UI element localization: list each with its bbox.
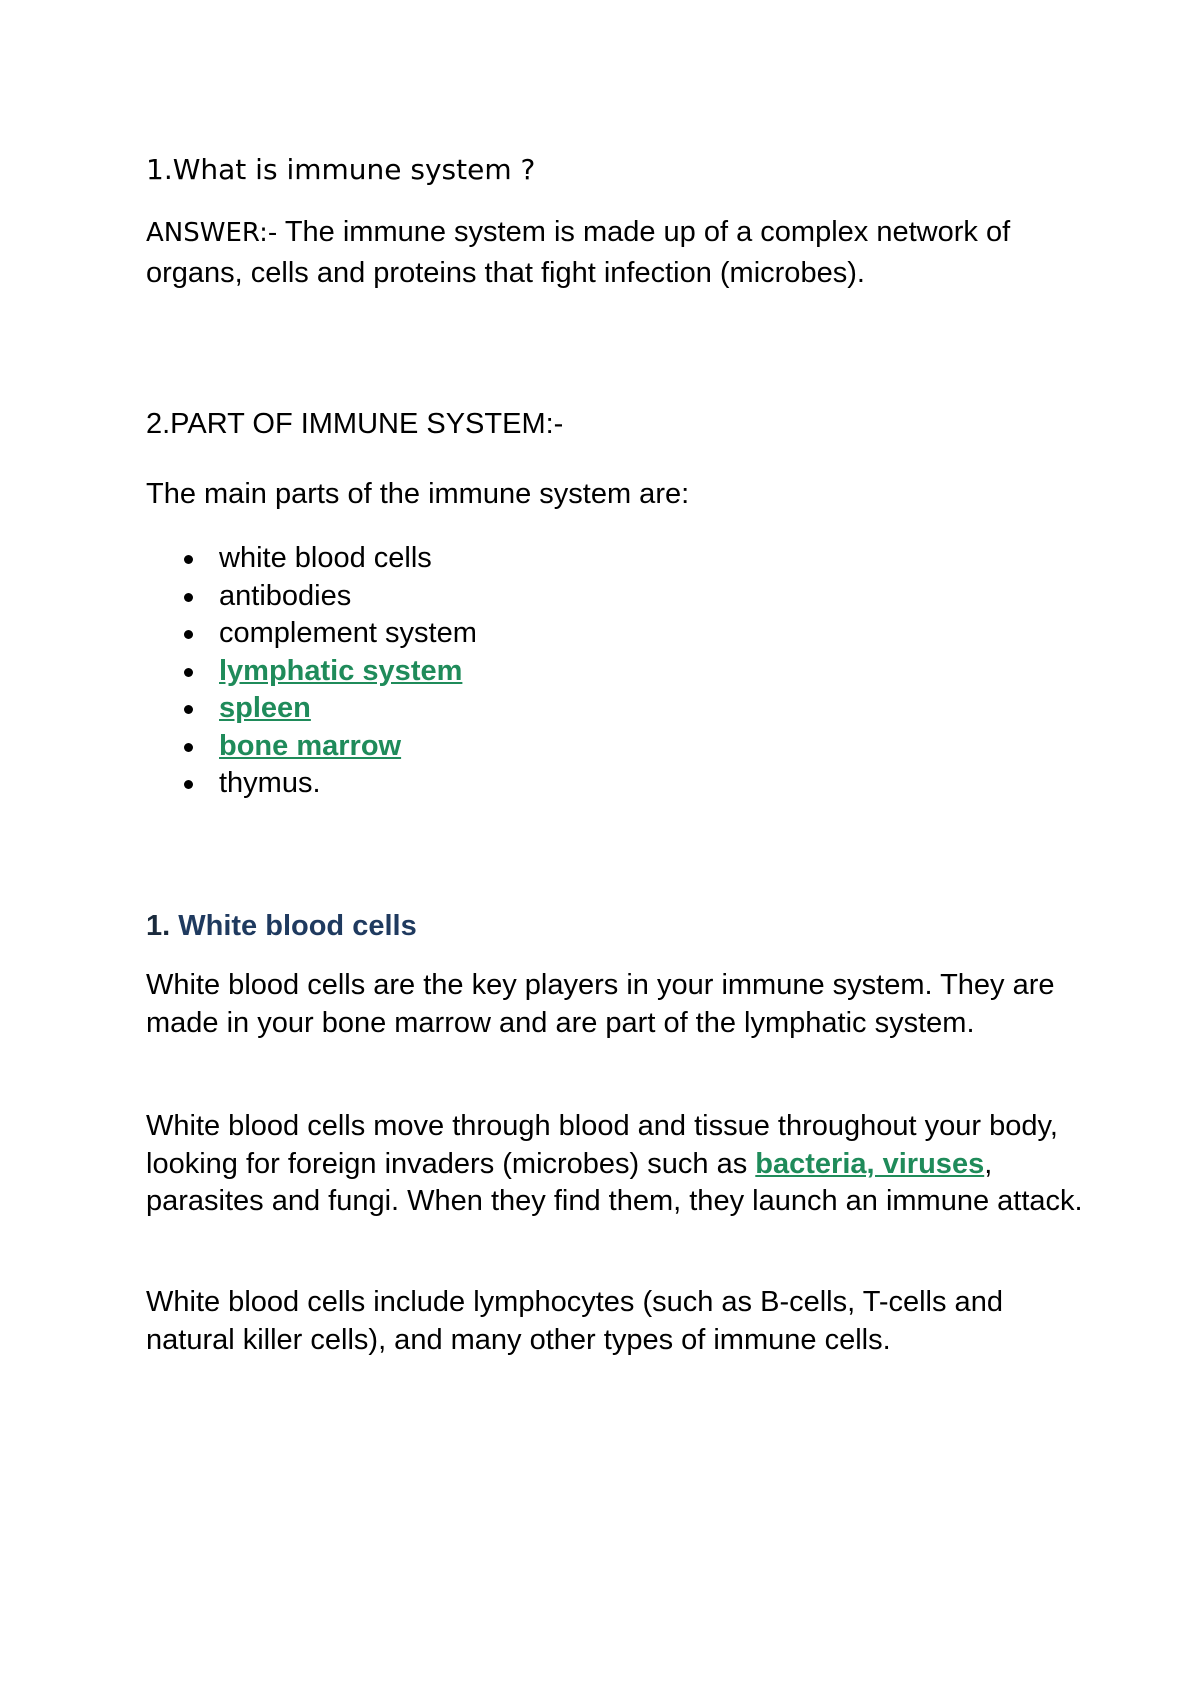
- bullet-icon: [184, 705, 193, 714]
- list-item-text: complement system: [219, 617, 477, 649]
- paragraph-wbc-intro: White blood cells are the key players in your immune system. They are made in your bone marrow and are part of the lymphatic system.: [146, 969, 1055, 1039]
- list-item: [146, 690, 477, 728]
- paragraph-text: White blood cells move through blood and tissue throughout your body, looking for foreign invaders (microbes) such as: [146, 1110, 1058, 1180]
- bullet-icon: [184, 593, 193, 602]
- list-item: [146, 765, 477, 803]
- white-blood-cells-heading: [146, 906, 417, 946]
- bullet-icon: [184, 668, 193, 677]
- lymphatic-system-link[interactable]: lymphatic system: [219, 654, 463, 687]
- answer-label: ANSWER:-: [146, 218, 278, 248]
- bacteria-viruses-link[interactable]: bacteria, viruses: [755, 1147, 985, 1180]
- bullet-icon: [184, 555, 193, 564]
- bullet-icon: [184, 630, 193, 639]
- list-item-text: white blood cells: [219, 542, 432, 574]
- immune-parts-list: [146, 540, 477, 803]
- list-item: [146, 653, 477, 691]
- heading-number: 1.: [146, 910, 171, 942]
- answer-text: The immune system is made up of a complex network of organs, cells and proteins that fight infection (microbes).: [146, 216, 1011, 289]
- bullet-icon: [184, 780, 193, 789]
- answer-paragraph: [146, 212, 1076, 293]
- section-heading: 2.PART OF IMMUNE SYSTEM:-: [146, 408, 564, 440]
- section-intro: The main parts of the immune system are:: [146, 478, 690, 510]
- list-item-text: thymus.: [219, 767, 321, 799]
- bone-marrow-link[interactable]: bone marrow: [219, 729, 402, 762]
- heading-title: White blood cells: [178, 910, 417, 942]
- list-item: [146, 615, 477, 653]
- bullet-icon: [184, 743, 193, 752]
- list-item: [146, 540, 477, 578]
- paragraph-wbc-movement: [146, 1108, 1096, 1221]
- paragraph-text: , parasites and fungi. When they find them, they launch an immune attack.: [146, 1147, 1083, 1217]
- paragraph-wbc-types: White blood cells include lymphocytes (such as B-cells, T-cells and natural killer cells), and many other types of immune cells.: [146, 1286, 1003, 1356]
- list-item-text: antibodies: [219, 579, 352, 612]
- list-item: [146, 728, 477, 766]
- spleen-link[interactable]: spleen: [219, 692, 311, 724]
- list-item: [146, 578, 477, 616]
- question-heading: 1.What is immune system ?: [146, 153, 536, 186]
